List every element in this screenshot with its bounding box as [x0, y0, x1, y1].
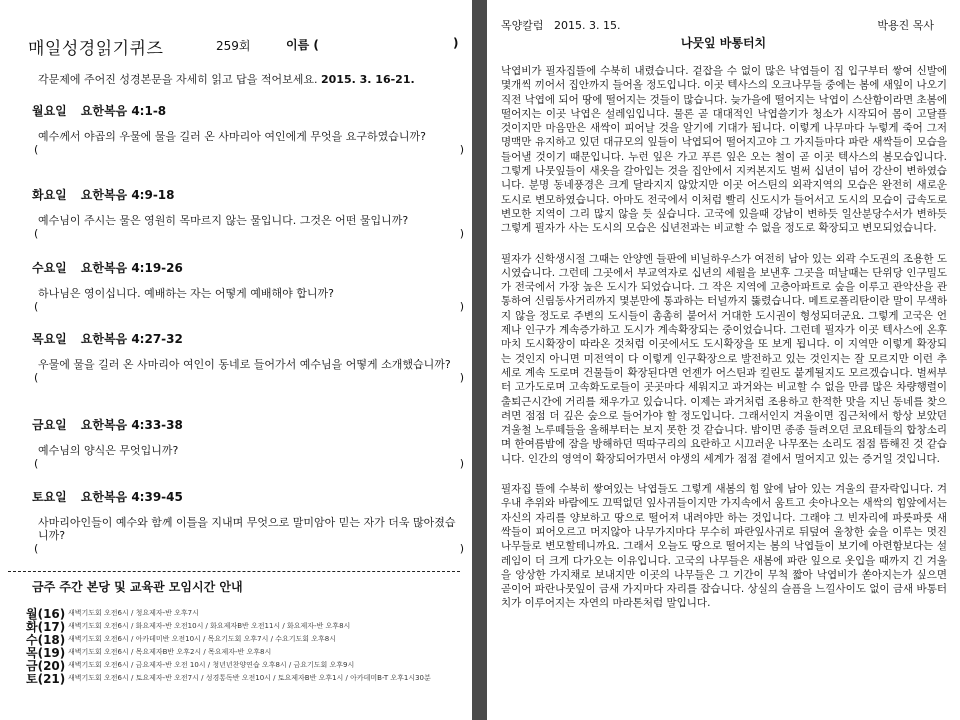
schedule-day: 월(16)	[26, 607, 66, 621]
quiz-day	[32, 259, 464, 313]
answer-field[interactable]: ( )	[34, 227, 464, 240]
schedule-row	[26, 606, 466, 619]
question-text: 하나님은 영이십니다. 예배하는 자는 어떻게 예배해야 합니까?	[38, 287, 334, 300]
scripture-ref: 요한복음 4:27-32	[80, 332, 183, 346]
schedule-row	[26, 658, 466, 671]
question-text: 예수님의 양식은 무엇입니까?	[38, 444, 179, 457]
schedule-day: 토(21)	[26, 672, 66, 686]
schedule-row	[26, 645, 466, 658]
day-name: 화요일	[32, 188, 67, 202]
quiz-day	[32, 416, 464, 470]
column-date: 2015. 3. 15.	[554, 19, 621, 32]
schedule-title: 금주 주간 본당 및 교육관 모임시간 안내	[32, 580, 243, 594]
date-range: 2015. 3. 16-21.	[321, 73, 415, 86]
answer-field[interactable]: ( )	[34, 300, 464, 313]
name-close: )	[453, 36, 459, 50]
schedule-items: 새벽기도회 오전6시 / 아카데미반 오전10시 / 목요기도회 오후7시 / 수요기도회 오후8시	[68, 635, 336, 643]
question-text: 예수님이 주시는 물은 영원히 목마르지 않는 물입니다. 그것은 어떤 물입니까?	[38, 214, 409, 227]
dashed-divider	[8, 571, 460, 572]
column-label-date	[501, 17, 621, 33]
scripture-ref: 요한복음 4:33-38	[80, 418, 183, 432]
schedule-row	[26, 671, 466, 684]
answer-field[interactable]: ( )	[34, 457, 464, 470]
day-name: 수요일	[32, 261, 67, 275]
schedule-day: 목(19)	[26, 646, 66, 660]
instruction-text: 각문제에 주어진 성경본문을 자세히 읽고 답을 적어보세요.	[38, 73, 318, 86]
paragraph: 낙엽비가 필자집뜰에 수북히 내렸습니다. 겉잡을 수 없이 많은 낙엽들이 집 입구부터 쌓여 신발에 몇개씩 끼어서 집안까지 들어올 정도입니다. 이곳 텍사스의 오크나무들 중에는 봄에 새잎이 나오기 직전 낙엽에 되어 땅에 떨어지는 것들이 많습니다. 늦가을에 떨어지는 낙엽이 스산함이라면 초봄에 떨어지는 이곳 낙엽은 설레임입니다. 물론 곧 대대적인 낙엽쓸기가 청소가 시작되어 몸이 고달플 것이지만 마음만은 새싹이 피어날 것을 알기에 기대가 됩니다. 이렇게 나무마다 누렇게 죽어 그저 명맥만 유지하고 있던 대규모의 잎들이 낙엽되어 떨어지고야 그 가지들마다 파란 새싹들이 모습을 들어낼 것이기 때문입니다. 누런 잎은 가고 푸른 잎은 오는 철이 곧 이곳 텍사스의 봄모습입니다. 그렇게 나뭇잎들이 새옷을 갈아입는 것을 집안에서 지켜본지도 벌써 십년이 넘어 강산이 변하였습니다. 분명 동네풍경은 크게 달라지지 않았지만 이곳 어스틴의 외곽지역의 모습은 완전히 새로운 도시로 변모하였습니다. 아마도 전국에서 이처럼 빨리 신도시가 들어서고 도시의 모습이 급속도로 변모한 지역이 그리 많지 않을 듯 싶습니다. 고국에 있을때 강남이 변하듯 일산분당수서가 변하듯 그렇게 필자가 사는 도시의 모습은 십년전과는 비교할 수 없을 정도로 확장되고 변모되었습니다.	[501, 65, 947, 235]
paragraph: 필자집 뜰에 수북히 쌓여있는 낙엽들도 그렇게 새봄의 힘 앞에 남아 있는 겨울의 끝자락입니다. 겨우내 추위와 바람에도 끄떡없던 잎사귀들이지만 가지속에서 움트고 솟아나오는 새싹의 힘앞에서는 자신의 자리를 양보하고 땅으로 떨어져 내려야만 하는 것입니다. 그래야 그 빈자리에 파릇파릇 새싹들이 피어오르고 머지않아 나무가지마다 무수히 파란잎사귀로 뒤덮여 울창한 숲을 이루는 멋진 나무들로 변모할테니까요. 그래서 오늘도 땅으로 떨어지는 봄의 낙엽들이 보기에 아련함보다는 설레임이 더 크게 다가오는 이유입니다. 고국의 나무들은 새봄에 파란 잎으로 옷입을 때까지 긴 겨울을 앙상한 가지채로 보내지만 이곳의 나무들은 그 기간이 무척 짧아 낙엽비가 쏟아지는가 싶으면 곧이어 파란나뭇잎이 금새 가지마다 자리를 잡습니다. 상실의 슬픔을 느낄사이도 없이 금새 바통터치가 이루어지는 자연의 마라톤처럼 말입니다.	[501, 483, 947, 610]
quiz-day	[32, 488, 464, 555]
schedule-items: 새벽기도회 오전6시 / 화요제자-반 오전10시 / 화요제자B반 오전11시 / 화요제자-반 오후8시	[68, 622, 351, 630]
scripture-ref: 요한복음 4:19-26	[80, 261, 183, 275]
day-name: 금요일	[32, 418, 67, 432]
scripture-ref: 요한복음 4:39-45	[80, 490, 183, 504]
paragraph: 필자가 신학생시절 그때는 안양엔 들판에 비닐하우스가 여전히 남아 있는 외곽 수도권의 조용한 도시였습니다. 그런데 그곳에서 부교역자로 십년의 세월을 보낸후 그곳을 떠날때는 단위당 인구밀도가 전국에서 가장 높은 도시가 되었습니다. 그 작은 지역에 고층아파트로 숲을 이루고 관악산을 관통하여 신림동사거리까지 몇분만에 통과하는 터널까지 뚫렸습니다. 메트로폴리탄이란 말이 무색하지 않을 정도로 주변의 도시들이 촘촘히 붙어서 거대한 도시권이 형성되더군요. 그렇게 고국은 언제나 인구가 계속증가하고 도시가 계속확장되는 중이었습니다. 그런데 필자가 이곳 텍사스에 온후 마치 도시확장이 따라온 것처럼 이곳에서도 도시확장을 또 보게 됩니다. 이 지역만 이렇게 확장되는 것인지 아니면 미전역이 다 이렇게 인구확장으로 발전하고 있는 것인지는 잘 모르지만 이런 추세로 계속 도로며 건물들이 확장된다면 언젠가 어스틴과 킬린도 붙게될지도 모르겠습니다. 벌써부터 고가도로며 고속화도로들이 곳곳마다 세워지고 과거와는 비교할 수 없을 만큼 많은 차량행렬이 출퇴근시간에 거리를 채우가고 있습니다. 이제는 과거처럼 조용하고 한적한 맛을 지닌 동네를 찾으려면 점점 더 깊은 숲으로 들어가야 할 정도입니다. 그래서인지 겨울이면 집근처에서 항상 보았던 겨울철 노루떼들을 올해부터는 보지 못한 것 같습니다. 밤이면 종종 들려오던 코요테들의 합창소리며 한여름밤에 잠을 방해하던 떡따구리의 요란하고 시끄러운 나무쪼는 소리도 점점 뜸해진 것 같습니다. 인간의 영역이 확장되어가면서 야생의 세계가 점점 곁에서 멀어지고 있는 증거일 것입니다.	[501, 252, 947, 465]
day-name: 토요일	[32, 490, 67, 504]
quiz-day	[32, 330, 464, 384]
answer-field[interactable]: ( )	[34, 143, 464, 156]
scripture-ref: 요한복음 4:9-18	[80, 188, 175, 202]
question-text: 사마리아인들이 예수와 함께 이틀을 지내며 무엇으로 말미암아 믿는 자가 더욱 많아졌습니까?	[38, 516, 456, 542]
schedule-row	[26, 619, 466, 632]
schedule-items: 새벽기도회 오전6시 / 목요제자B반 오후2시 / 목요제자-반 오후8시	[68, 648, 272, 656]
quiz-page	[0, 0, 472, 720]
quiz-instruction	[38, 71, 415, 87]
question-text: 우물에 물을 길러 온 사마리아 여인이 동네로 들어가서 예수님을 어떻게 소개했습니까?	[38, 358, 451, 371]
schedule-day: 금(20)	[26, 659, 66, 673]
schedule-day: 수(18)	[26, 633, 66, 647]
column-body	[501, 64, 947, 627]
day-name: 월요일	[32, 104, 67, 118]
column-author: 박용진 목사	[877, 19, 934, 32]
column-title: 나뭇잎 바통터치	[680, 36, 767, 50]
name-label: 이름 (	[286, 38, 319, 52]
column-label: 목양칼럼	[501, 19, 544, 32]
quiz-day	[32, 102, 464, 156]
question-text: 예수께서 야곱의 우물에 물을 길러 온 사마리아 여인에게 무엇을 요구하였습니까?	[38, 130, 426, 143]
scripture-ref: 요한복음 4:1-8	[80, 104, 167, 118]
schedule-day: 화(17)	[26, 620, 66, 634]
day-name: 목요일	[32, 332, 67, 346]
schedule-list	[26, 606, 466, 684]
quiz-header	[28, 34, 462, 59]
schedule-items: 새벽기도회 오전6시 / 토요제자-반 오전7시 / 성경통독반 오전10시 / 토요제자B반 오후1시 / 아카데미B-T 오후1시30분	[68, 674, 431, 682]
quiz-title: 매일성경읽기퀴즈	[28, 39, 164, 59]
answer-field[interactable]: ( )	[34, 542, 464, 555]
schedule-row	[26, 632, 466, 645]
schedule-items: 새벽기도회 오전6시 / 청요제자-반 오후7시	[68, 609, 199, 617]
quiz-day	[32, 186, 464, 240]
answer-field[interactable]: ( )	[34, 371, 464, 384]
quiz-number: 259회	[216, 39, 251, 53]
schedule-items: 새벽기도회 오전6시 / 금요제자-반 오전 10시 / 청년년찬양연습 오후8시 / 금요기도회 오후9시	[68, 661, 355, 669]
column-page	[487, 0, 960, 720]
